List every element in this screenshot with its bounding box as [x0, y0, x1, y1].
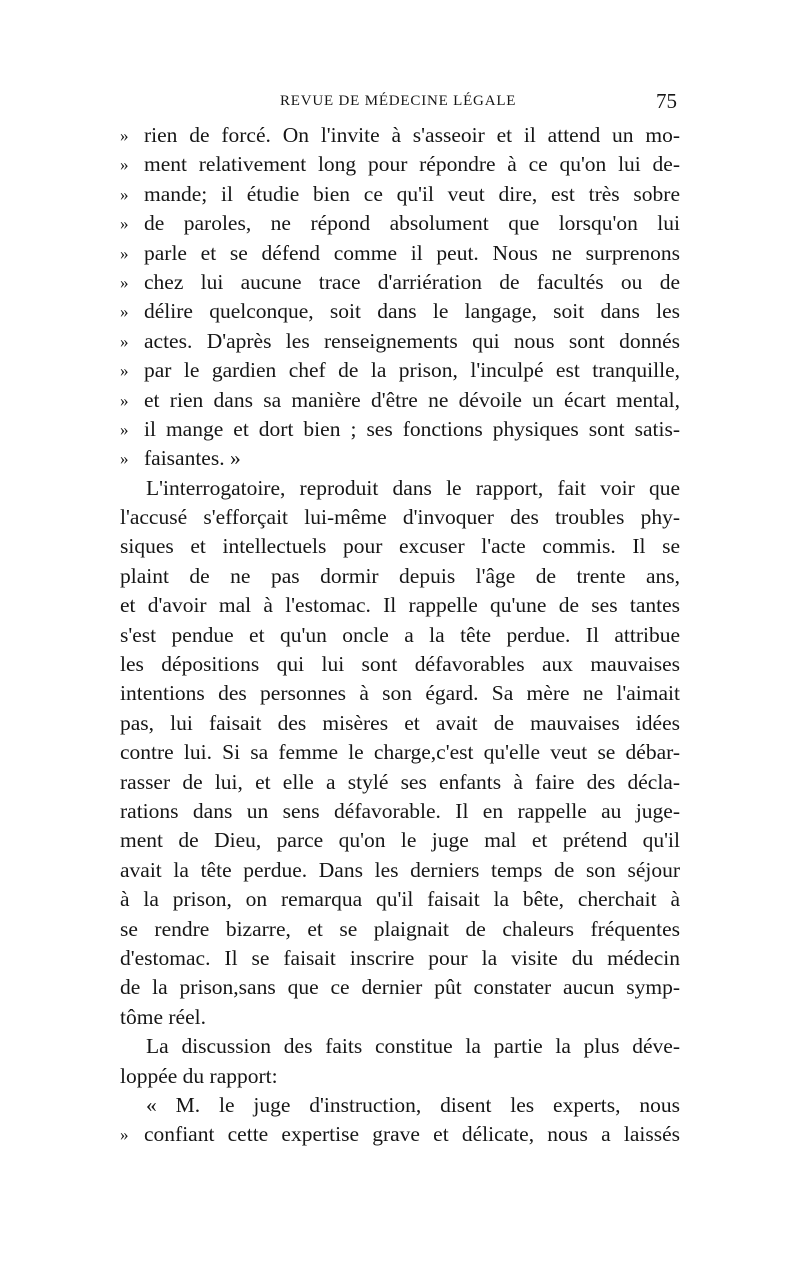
- quote-continuation-mark: »: [120, 272, 129, 292]
- line-text: par le gardien chef de la prison, l'inculpé est tranquille,: [144, 358, 680, 383]
- quote-continuation-mark: »: [120, 214, 129, 234]
- text-line: [120, 121, 680, 150]
- text-line: [120, 444, 680, 473]
- line-text: de paroles, ne répond absolument que lorsqu'on lui: [144, 211, 680, 236]
- quote-continuation-mark: »: [120, 361, 129, 381]
- text-line: les dépositions qui lui sont défavorables aux mauvaises: [120, 652, 680, 677]
- text-line: loppée du rapport:: [120, 1063, 278, 1088]
- text-line: [120, 180, 680, 209]
- quote-continuation-mark: »: [120, 126, 129, 145]
- body-text: [120, 121, 680, 1150]
- text-line: [120, 209, 680, 238]
- text-line: [120, 297, 680, 326]
- quote-continuation-mark: »: [120, 184, 129, 204]
- text-line: de la prison,sans que ce dernier pût constater aucun symp-: [120, 975, 680, 1000]
- quote-continuation-mark: »: [120, 419, 129, 439]
- text-line: L'interrogatoire, reproduit dans le rapport, fait voir que: [146, 475, 680, 500]
- line-text: mande; il étudie bien ce qu'il veut dire, est très sobre: [144, 181, 680, 206]
- line-text: et rien dans sa manière d'être ne dévoile un écart mental,: [144, 387, 680, 412]
- page-header: [120, 89, 680, 117]
- text-line: d'estomac. Il se faisait inscrire pour la visite du médecin: [120, 945, 680, 970]
- text-line: se rendre bizarre, et se plaignait de chaleurs fréquentes: [120, 916, 680, 941]
- running-title: REVUE DE MÉDECINE LÉGALE: [280, 93, 517, 109]
- text-line: « M. le juge d'instruction, disent les experts, nous: [146, 1092, 680, 1117]
- text-line: avait la tête perdue. Dans les derniers temps de son séjour: [120, 857, 680, 882]
- page-number: 75: [656, 89, 677, 113]
- text-line: contre lui. Si sa femme le charge,c'est qu'elle veut se débar-: [120, 740, 680, 765]
- quote-continuation-mark: »: [120, 390, 129, 410]
- quote-continuation-mark: »: [120, 331, 129, 351]
- text-line: et d'avoir mal à l'estomac. Il rappelle qu'une de ses tantes: [120, 593, 680, 618]
- text-line: [120, 268, 680, 297]
- line-text: délire quelconque, soit dans le langage, soit dans les: [144, 299, 680, 324]
- text-line: rasser de lui, et elle a stylé ses enfants à faire des décla-: [120, 769, 680, 794]
- quote-continuation-mark: »: [120, 1125, 129, 1145]
- quote-continuation-mark: »: [120, 243, 129, 263]
- text-line: [120, 1120, 680, 1149]
- text-line: [120, 239, 680, 268]
- text-line: La discussion des faits constitue la partie la plus déve-: [146, 1034, 680, 1059]
- text-line: [120, 327, 680, 356]
- quote-continuation-mark: »: [120, 155, 129, 175]
- line-text: confiant cette expertise grave et délicate, nous a laissés: [144, 1122, 680, 1147]
- text-line: intentions des personnes à son égard. Sa mère ne l'aimait: [120, 681, 680, 706]
- text-line: rations dans un sens défavorable. Il en rappelle au juge-: [120, 798, 680, 823]
- text-line: tôme réel.: [120, 1004, 206, 1029]
- text-line: siques et intellectuels pour excuser l'acte commis. Il se: [120, 534, 680, 559]
- text-line: ment de Dieu, parce qu'on le juge mal et prétend qu'il: [120, 828, 680, 853]
- text-line: pas, lui faisait des misères et avait de mauvaises idées: [120, 710, 680, 735]
- quote-continuation-mark: »: [120, 449, 129, 469]
- text-line: [120, 356, 680, 385]
- text-line: [120, 386, 680, 415]
- text-line: [120, 150, 680, 179]
- text-line: s'est pendue et qu'un oncle a la tête perdue. Il attribue: [120, 622, 680, 647]
- text-line: l'accusé s'efforçait lui-même d'invoquer des troubles phy-: [120, 505, 680, 530]
- text-line: à la prison, on remarqua qu'il faisait la bête, cherchait à: [120, 887, 680, 912]
- text-line: [120, 415, 680, 444]
- line-text: ment relativement long pour répondre à ce qu'on lui de-: [144, 152, 680, 177]
- line-text: parle et se défend comme il peut. Nous ne surprenons: [144, 240, 680, 265]
- line-text: chez lui aucune trace d'arriération de facultés ou de: [144, 269, 680, 294]
- text-line: plaint de ne pas dormir depuis l'âge de trente ans,: [120, 563, 680, 588]
- line-text: actes. D'après les renseignements qui nous sont donnés: [144, 328, 680, 353]
- line-text: rien de forcé. On l'invite à s'asseoir et il attend un mo-: [144, 123, 680, 147]
- quote-continuation-mark: »: [120, 302, 129, 322]
- line-text: faisantes. »: [144, 446, 241, 471]
- line-text: il mange et dort bien ; ses fonctions physiques sont satis-: [144, 416, 680, 441]
